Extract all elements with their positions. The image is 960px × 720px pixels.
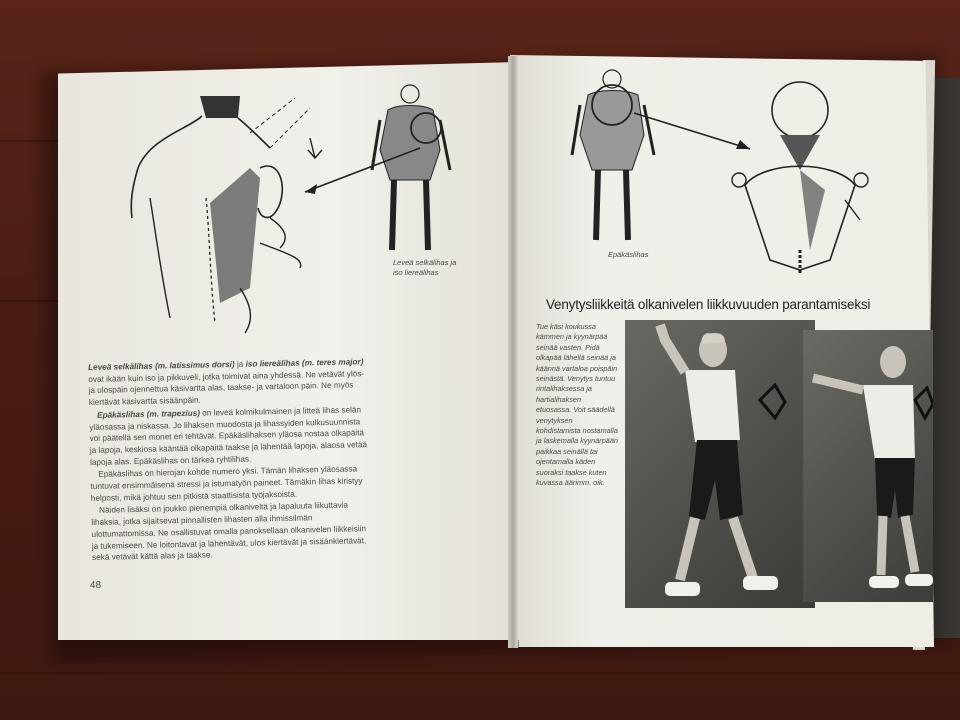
section-heading: Venytysliikkeitä olkanivelen liikkuvuuden parantamiseksi <box>546 297 871 312</box>
page-number: 48 <box>89 579 102 592</box>
stretch-photo-1 <box>625 320 815 608</box>
figure-caption-right: Epäkäslihas <box>608 250 649 259</box>
instruction-text: Tue käsi koukussa kämmen ja kyynärpää seinää vasten. Pidä olkapää lähellä seinää ja käännä vartaloa poispäin seinästä. Venytys tuntuu rintalihaksessa ja hartialihaksen etuosassa. Voit säädellä venytyksen kohdistamista nostamalla ja laskemalla kyynärpään paikkaa seinällä tai ojentamalla käden suoraksi taakse kuten kuvassa äärimm. oik. <box>536 322 618 488</box>
muscle-figure-back-right <box>570 65 660 250</box>
figure-caption: Leveä selkälihas ja iso liereälihas <box>393 258 457 277</box>
paragraph-1: Leveä selkälihas (m. latissimus dorsi) ja iso liereälihas (m. teres major) ovat ikään kuin iso ja pikkuveli, jotka toimivat aina yhdessä. Ne vetävät ylös- ja ulospäin ojennettua käsivartta alas, taakse- ja vartaloon päin. Ne myös kiertävät käsivartta sisäänpäin. <box>88 357 365 408</box>
book-spine <box>508 56 518 648</box>
paragraph-4: Näiden lisäksi on joukko pienempiä olkaniveltä ja lapaluuta liikuttavia lihaksia, jotka sijaitsevat pinnallisten lihasten alla ihmissilmän ulottumattomissa. Ne osallistuvat omalla panoksellaan olkanivelen liikkeisiin ja tukemiseen. Ne loitontavat ja lähentävät, ulos kiertävät ja sisäänkiertävät, sekä vetävät kättä alas ja taakse. <box>91 501 367 563</box>
paragraph-3: Epäkäslihas on hierojan kohde numero yksi. Tämän lihaksen yläosassa tuntuvat ensimmäisenä stressi ja istumatyön paineet. Tämäkin lihas kiristyy helposti, mikä johtuu sen pitkistä staattisista työjaksoista. <box>90 464 363 503</box>
paragraph-2: Epäkäslihas (m. trapezius) on leveä kolmikulmainen ja litteä lihas selän yläosassa ja niskassa. Jo lihaksen muodosta ja lihassyiden kulkusuunnista voi päätellä sen monet eri tehtävät. Epäkäslihaksen yläosa nostaa olkapäitä ja lapoja, keskiosa kääntää olkapäitä taakse ja lähentää lapoja, alaosa vetää lapoja alas. Epäkäslihas on tärkeä ryhtilihas. <box>89 405 368 467</box>
body-text <box>88 356 372 565</box>
stretch-photo-2 <box>803 330 933 602</box>
trapezius-illustration <box>725 80 875 280</box>
pointer-arrow <box>295 140 425 200</box>
back-illustration <box>110 88 330 338</box>
